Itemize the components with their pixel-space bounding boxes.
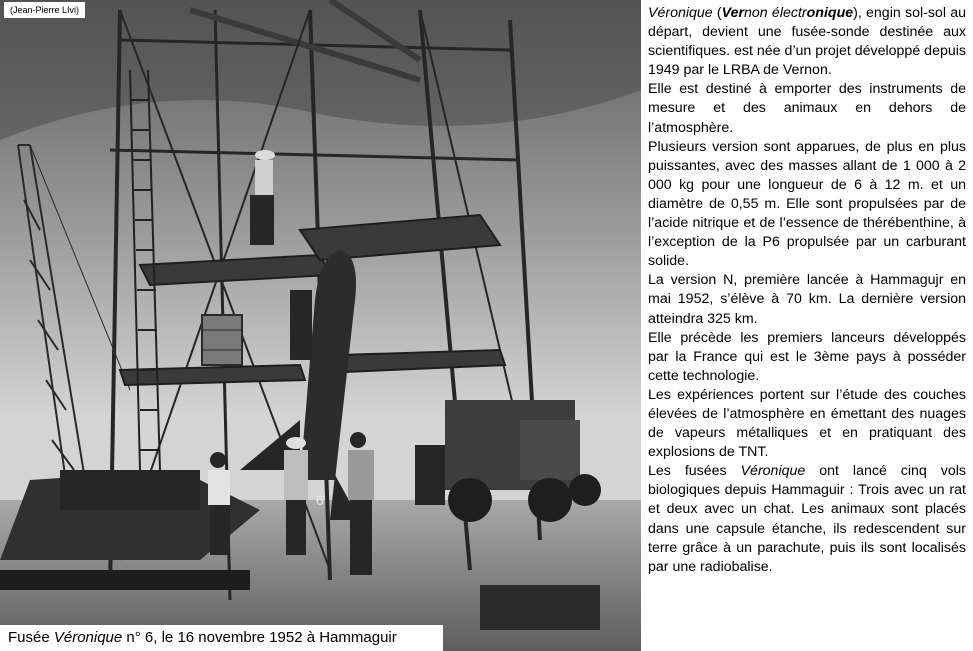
bio-rest: ont lancé cinq vols biologiques depuis Hammaguir : Trois avec un rat et deux avec un chat. Les animaux sont placés dans une capsule étanche, ils redescendent sur terre grâce à un parachute, puis ils sont localisés par une radiobalise. xyxy=(648,463,966,575)
paragraph-biological-flights xyxy=(648,462,966,577)
bio-rocket-name: Véronique xyxy=(740,463,806,480)
intro-acronym-onique: onique xyxy=(806,5,854,21)
paragraph-experiments: Les expériences portent sur l’étude des couches élevées de l’atmosphère en émettant des nuages de vapeurs métalliques et en pratiquant des explosions de TNT. xyxy=(648,386,966,461)
caption-prefix: Fusée xyxy=(8,629,54,646)
barrel xyxy=(202,315,242,365)
paragraph-intro xyxy=(648,4,966,80)
paragraph-versions: Plusieurs version sont apparues, de plus en plus puissantes, avec des masses allant de 1 000 à 2 000 kg pour une longueur de 6 à 12 m. et un diamètre de 0,55 m. Elle sont propulsées par de l’acide nitrique et de l’essence de thérébenthine, à l’exception de la P6 propulsée par un carburant solide. xyxy=(648,138,966,270)
paragraph-version-n: La version N, première lancée à Hammagujr en mai 1952, s’élève à 70 km. La dernière version atteindra 325 km. xyxy=(648,272,966,327)
intro-acronym-ver: Ver xyxy=(721,5,745,21)
intro-rest: ), engin sol-sol au départ, devient une fusée-sonde destinée aux scientifiques. est née d’un projet développé depuis 1949 par le LRBA de Vernon. xyxy=(648,5,966,79)
intro-acronym-mid: non électr xyxy=(744,5,807,21)
paragraph-launchers: Elle précède les premiers lanceurs développés par la France qui est le 3ème pays à posséder cette technologie. xyxy=(648,329,966,384)
rocket-marking: 6 xyxy=(316,492,324,508)
bio-prefix: Les fusées xyxy=(648,463,741,480)
photo-caption xyxy=(0,625,443,651)
intro-open: ( xyxy=(712,5,722,21)
paragraph-mission: Elle est destiné à emporter des instruments de mesure et des animaux en dehors de l’atmosphère. xyxy=(648,81,966,136)
photo-credit: (Jean-Pierre LIvi) xyxy=(4,2,85,18)
article-text xyxy=(648,4,966,577)
intro-rocket-name: Véronique xyxy=(648,5,713,21)
caption-rocket-name: Véronique xyxy=(53,629,123,646)
caption-suffix: n° 6, le 16 novembre 1952 à Hammaguir xyxy=(122,629,397,646)
